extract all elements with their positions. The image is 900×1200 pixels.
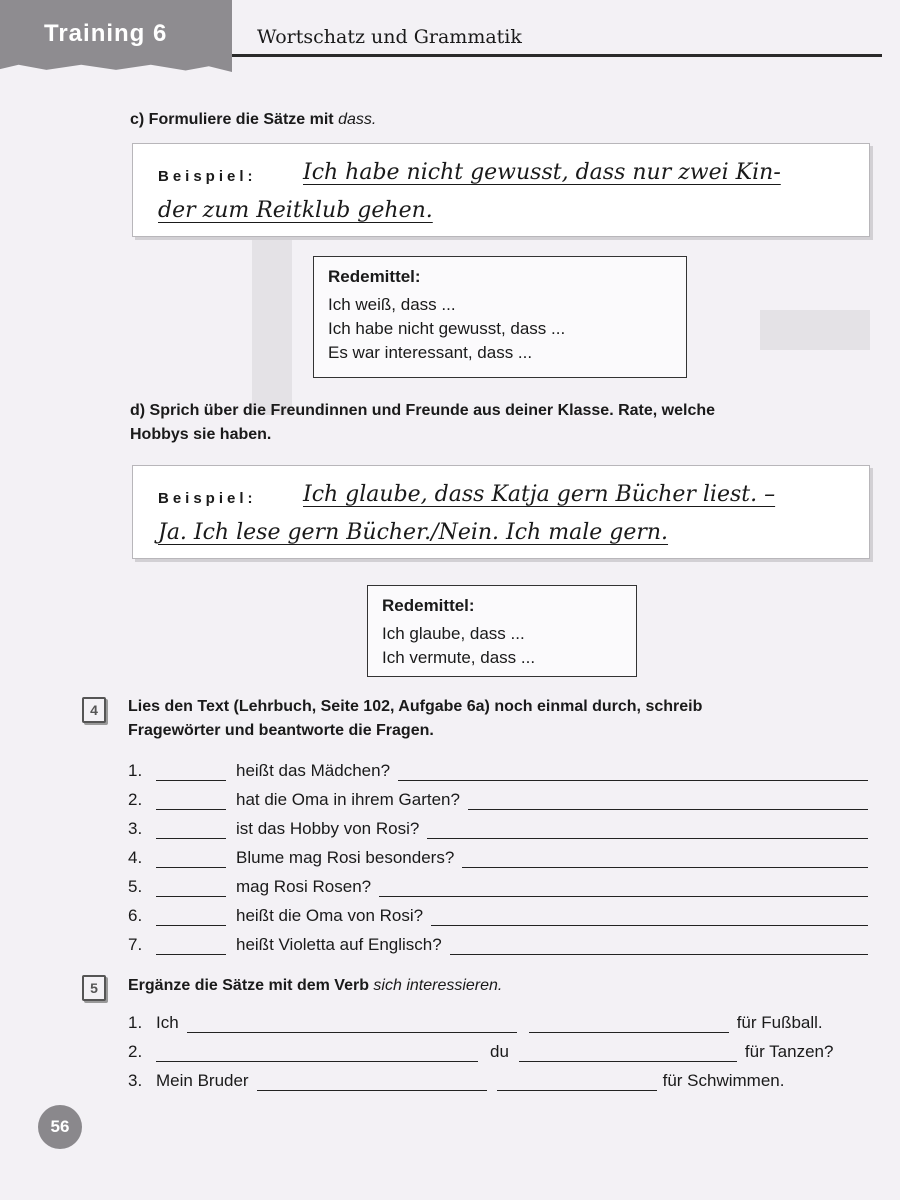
example-handwriting-line2: Ja. Ich lese gern Bücher./Nein. Ich male gern. [158,520,669,545]
example-label: Beispiel: [158,168,257,185]
redemittel-box-d [367,585,637,677]
instruction-c [130,108,376,132]
example-handwriting-line1: Ich habe nicht gewusst, dass nur zwei Kin- [303,160,781,185]
redemittel-line: Ich vermute, dass ... [382,648,536,667]
page-number: 56 [38,1105,82,1149]
exercise4-instruction-line1: Lies den Text (Lehrbuch, Seite 102, Aufgabe 6a) noch einmal durch, schreib [128,698,703,715]
answer-blank-word[interactable] [156,878,226,897]
question-number: 7. [128,935,143,954]
question-row [128,839,868,868]
example-handwriting-line1: Ich glaube, dass Katja gern Bücher liest. – [303,482,776,507]
question-number: 1. [128,761,143,780]
bleed-through-mark [760,310,870,350]
answer-blank[interactable] [468,791,868,810]
question-text: ist das Hobby von Rosi? [236,819,420,838]
exercise5-instruction-text: Ergänze die Sätze mit dem Verb [128,977,374,994]
question-row [128,810,868,839]
instruction-c-text: c) Formuliere die Sätze mit [130,111,339,128]
instruction-d-line1: d) Sprich über die Freundinnen und Freunde aus deiner Klasse. Rate, welche [130,402,716,419]
answer-blank[interactable] [529,1014,729,1033]
answer-blank[interactable] [431,907,868,926]
redemittel-title: Redemittel: [328,267,421,286]
exercise5-rows [128,1004,868,1091]
answer-blank[interactable] [398,762,868,781]
redemittel-title: Redemittel: [382,596,475,615]
answer-blank-word[interactable] [156,791,226,810]
question-text: heißt die Oma von Rosi? [236,906,424,925]
question-number: 2. [128,790,143,809]
answer-blank[interactable] [257,1072,487,1091]
exercise-number-5: 5 [82,975,106,1001]
answer-blank[interactable] [379,878,868,897]
answer-blank[interactable] [427,820,868,839]
answer-blank[interactable] [462,849,868,868]
redemittel-line: Ich weiß, dass ... [328,295,456,314]
instruction-c-emph: dass. [338,111,377,128]
row-number: 2. [128,1042,143,1061]
row-end-text: für Tanzen? [744,1042,834,1061]
row-end-text: für Fußball. [736,1013,823,1032]
exercise5-instruction-emph: sich interessieren. [373,977,503,994]
fill-row [128,1062,868,1091]
redemittel-line: Ich habe nicht gewusst, dass ... [328,319,566,338]
bleed-through-mark [252,235,292,415]
header-rule [232,54,882,57]
answer-blank[interactable] [497,1072,657,1091]
row-mid-text: du [490,1042,509,1061]
fill-row [128,1004,868,1033]
row-end-text: für Schwimmen. [662,1071,785,1090]
answer-blank-word[interactable] [156,849,226,868]
answer-blank-word[interactable] [156,936,226,955]
exercise5-instruction [128,974,502,998]
row-number: 1. [128,1013,143,1032]
exercise-number-4: 4 [82,697,106,723]
question-text: hat die Oma in ihrem Garten? [236,790,460,809]
answer-blank[interactable] [519,1043,737,1062]
question-row [128,781,868,810]
instruction-d-line2: Hobbys sie haben. [130,426,272,443]
question-number: 5. [128,877,143,896]
answer-blank[interactable] [450,936,868,955]
page-title: Wortschatz und Grammatik [257,26,522,48]
example-box-c [132,143,870,237]
example-label: Beispiel: [158,490,257,507]
question-number: 6. [128,906,143,925]
answer-blank[interactable] [156,1043,478,1062]
question-text: Blume mag Rosi besonders? [236,848,455,867]
example-handwriting-line2: der zum Reitklub gehen. [158,198,433,223]
redemittel-line: Es war interessant, dass ... [328,343,533,362]
redemittel-box-c [313,256,687,378]
question-row [128,868,868,897]
row-number: 3. [128,1071,143,1090]
answer-blank[interactable] [187,1014,517,1033]
question-row [128,897,868,926]
question-number: 4. [128,848,143,867]
answer-blank-word[interactable] [156,762,226,781]
fill-row [128,1033,868,1062]
redemittel-line: Ich glaube, dass ... [382,624,525,643]
question-text: mag Rosi Rosen? [236,877,372,896]
exercise4-question-list [128,752,868,955]
question-text: heißt Violetta auf Englisch? [236,935,442,954]
row-start-text: Ich [156,1013,179,1032]
row-start-text: Mein Bruder [156,1071,249,1090]
question-row [128,926,868,955]
answer-blank-word[interactable] [156,820,226,839]
question-number: 3. [128,819,143,838]
answer-blank-word[interactable] [156,907,226,926]
exercise4-instruction-line2: Fragewörter und beantworte die Fragen. [128,722,434,739]
training-label: Training 6 [44,20,168,47]
question-text: heißt das Mädchen? [236,761,391,780]
example-box-d [132,465,870,559]
question-row [128,752,868,781]
